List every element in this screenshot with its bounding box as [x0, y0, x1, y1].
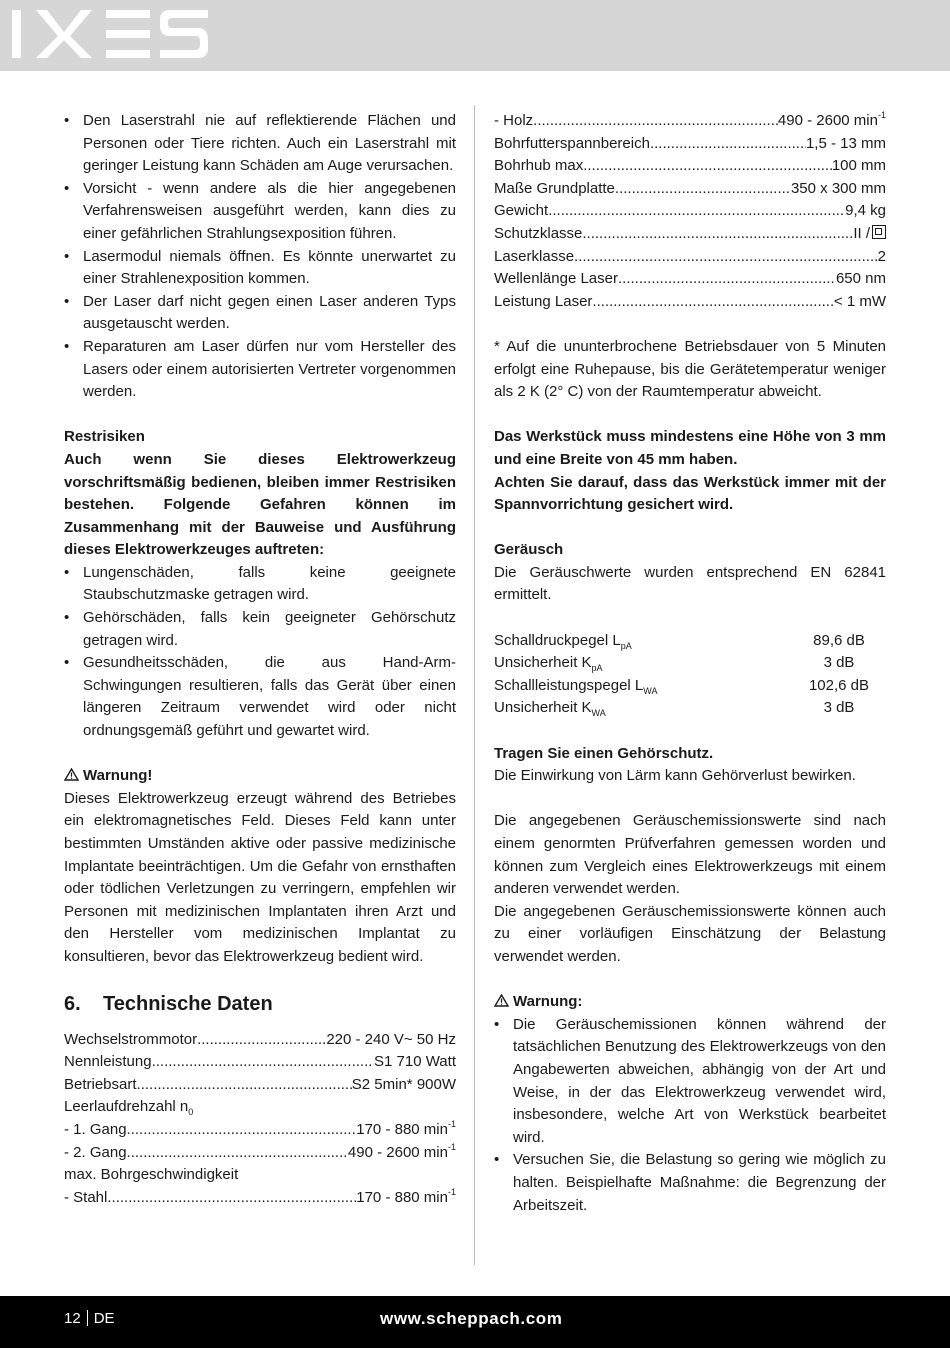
list-item: • Vorsicht - wenn andere als die hier angegebenen Verfahrensweisen ausgeführt werden, kann dies zu einer gefährlichen Strahlungsexposition führen. [64, 178, 456, 246]
spec-row: Laserklasse ..... 2 [494, 246, 886, 269]
max-speed-label: max. Bohrgeschwindigkeit [64, 1166, 239, 1184]
list-item: • Gesundheitsschäden, die aus Hand-Arm-Schwingungen resultieren, falls das Gerät über einen längeren Zeitraum verwendet wird oder nicht ordnungsgemäß geführt und gewartet wird. [64, 652, 456, 742]
section-number: 6. [64, 992, 81, 1015]
noise-heading: Geräusch [494, 541, 564, 559]
list-item: • Lasermodul niemals öffnen. Es könnte unerwartet zu einer Strahlenexposition kommen. [64, 246, 456, 291]
noise-row: Unsicherheit $K_{pA}$ 3 dB [494, 654, 855, 674]
ear-protection-heading: Tragen Sie einen Gehörschutz. [494, 744, 714, 762]
spec-row: Leistung Laser ..... < 1 mW [494, 291, 886, 314]
column-divider [474, 105, 475, 1265]
warning-title: Warnung: [513, 993, 583, 1011]
idle-speed-label: Leerlaufdrehzahl $n_0$ [64, 1098, 194, 1118]
noise-row: Unsicherheit $K_{WA}$ 3 dB [494, 699, 855, 719]
page-header [0, 0, 950, 71]
spec-row: Bohrfutterspannbereich ..... 1,5 - 13 mm [494, 133, 886, 156]
emission-text: Die angegebenen Geräuschemissionswerte sind nach einem genormten Prüfverfahren gemessen worden und können zum Vergleich eines Elektrowerkzeugs mit einem anderen verwendet werden. [494, 812, 886, 898]
noise-intro: Die Geräuschwerte wurden entsprechend EN 62841 ermittelt. [494, 563, 886, 604]
workpiece-note: Achten Sie darauf, dass das Werkstück immer mit der Spannvorrichtung gesichert wird. [494, 473, 886, 514]
section-title: Technische Daten [103, 992, 273, 1015]
list-item: • Gehörschäden, falls kein geeigneter Gehörschutz getragen wird. [64, 607, 456, 652]
footer-url[interactable]: www.scheppach.com [380, 1309, 563, 1328]
list-item: • Der Laser darf nicht gegen einen Laser anderen Typs ausgetauscht werden. [64, 291, 456, 336]
emf-warning-text: Dieses Elektrowerkzeug erzeugt während des Betriebes ein elektromagnetisches Feld. Dieses Feld kann unter bestimmten Umständen aktive oder passive medizinische Implantate beeinträchtigen. Um die Gefahr von ernsthaften oder tödlichen Verletzungen zu verringern, empfehlen wir Personen mit medizinischen Implantaten ihren Arzt und den Hersteller vom medizinischen Implantat zu konsultieren, bevor das Elektrowerkzeug bedient wird. [64, 789, 456, 965]
spec-row: Wellenlänge Laser ..... 650 nm [494, 268, 886, 291]
warning-title: Warnung! [83, 767, 153, 785]
spec-row: - 1. Gang ..... 170 - 880 $\min^{-1}$ [64, 1119, 456, 1142]
page-footer [0, 1296, 950, 1348]
spec-row: - Stahl ..... 170 - 880 $\min^{-1}$ [64, 1187, 456, 1210]
spec-row: Nennleistung ..... S1 710 Watt [64, 1051, 456, 1074]
spec-row: - Holz ..... 490 - 2600 $\min^{-1}$ [494, 110, 886, 133]
emission-text: Die angegebenen Geräuschemissionswerte können auch zu einer vorläufigen Einschätzung der Belastung verwendet werden. [494, 902, 886, 965]
spec-row: Gewicht ..... 9,4 kg [494, 200, 886, 223]
warning-heading [64, 765, 456, 788]
noise-warning-list [494, 1014, 886, 1217]
page-number: 12 DE [64, 1310, 115, 1327]
workpiece-note: Das Werkstück muss mindestens eine Höhe von 3 mm und eine Breite von 45 mm haben. [494, 428, 886, 468]
ixes-logo [12, 6, 208, 64]
list-item: • Versuchen Sie, die Belastung so gering wie möglich zu halten. Beispielhafte Maßnahme: die Begrenzung der Arbeitszeit. [494, 1149, 886, 1217]
spec-row: Schutzklasse ..... II / [494, 223, 886, 246]
list-item: • Reparaturen am Laser dürfen nur vom Hersteller des Lasers oder einem autorisierten Vertreter vorgenommen werden. [64, 336, 456, 404]
spec-row: Maße Grundplatte ..... 350 x 300 mm [494, 178, 886, 201]
list-item: • Die Geräuschemissionen können während der tatsächlichen Benutzung des Elektrowerkzeugs von den Angabewerten abweichen, abhängig von der Art und Weise, in der das Elektrowerkzeug verwendet wird, insbesondere, welche Art von Werkstück bearbeitet wird. [494, 1014, 886, 1150]
spec-row: - 2. Gang ..... 490 - 2600 $\min^{-1}$ [64, 1142, 456, 1165]
section-heading [64, 989, 456, 1019]
right-column [494, 110, 886, 1217]
residual-risks-list [64, 562, 456, 743]
list-item: • Den Laserstrahl nie auf reflektierende Flächen und Personen oder Tiere richten. Auch ein Laserstrahl mit geringer Leistung kann Schäden am Auge verursachen. [64, 110, 456, 178]
spec-row: Wechselstrommotor ..... 220 - 240 V~ 50 Hz [64, 1029, 456, 1052]
spec-row: Bohrhub max. ..... 100 mm [494, 155, 886, 178]
left-column [64, 110, 456, 1209]
spec-row: Betriebsart ..... S2 5min* 900W [64, 1074, 456, 1097]
warning-triangle-icon [64, 768, 79, 781]
spec-list [64, 1029, 456, 1210]
ear-protection-text: Die Einwirkung von Lärm kann Gehörverlust bewirken. [494, 767, 856, 785]
protection-class-ii-icon [872, 225, 886, 239]
warning-triangle-icon [494, 994, 509, 1007]
noise-row: Schalldruckpegel $L_{pA}$ 89,6 dB [494, 631, 865, 651]
residual-risks-heading: Restrisiken [64, 428, 145, 446]
spec-list-continued [494, 110, 886, 313]
noise-row: Schallleistungspegel $L_{WA}$ 102,6 dB [494, 676, 870, 696]
laser-safety-list [64, 110, 456, 404]
residual-risks-intro: Auch wenn Sie dieses Elektrowerkzeug vorschriftsmäßig bedienen, bleiben immer Restrisiken bestehen. Folgende Gefahren können im Zusammenhang mit der Bauweise und Ausführung dieses Elektrowerkzeuges auftreten: [64, 450, 456, 559]
duty-footnote: * Auf die ununterbrochene Betriebsdauer von 5 Minuten erfolgt eine Ruhepause, bis die Gerätetemperatur weniger als 2 K (2° C) von der Raumtemperatur abweicht. [494, 337, 886, 401]
warning-heading [494, 991, 886, 1014]
noise-table [494, 630, 886, 720]
list-item: • Lungenschäden, falls keine geeignete Staubschutzmaske getragen wird. [64, 562, 456, 607]
